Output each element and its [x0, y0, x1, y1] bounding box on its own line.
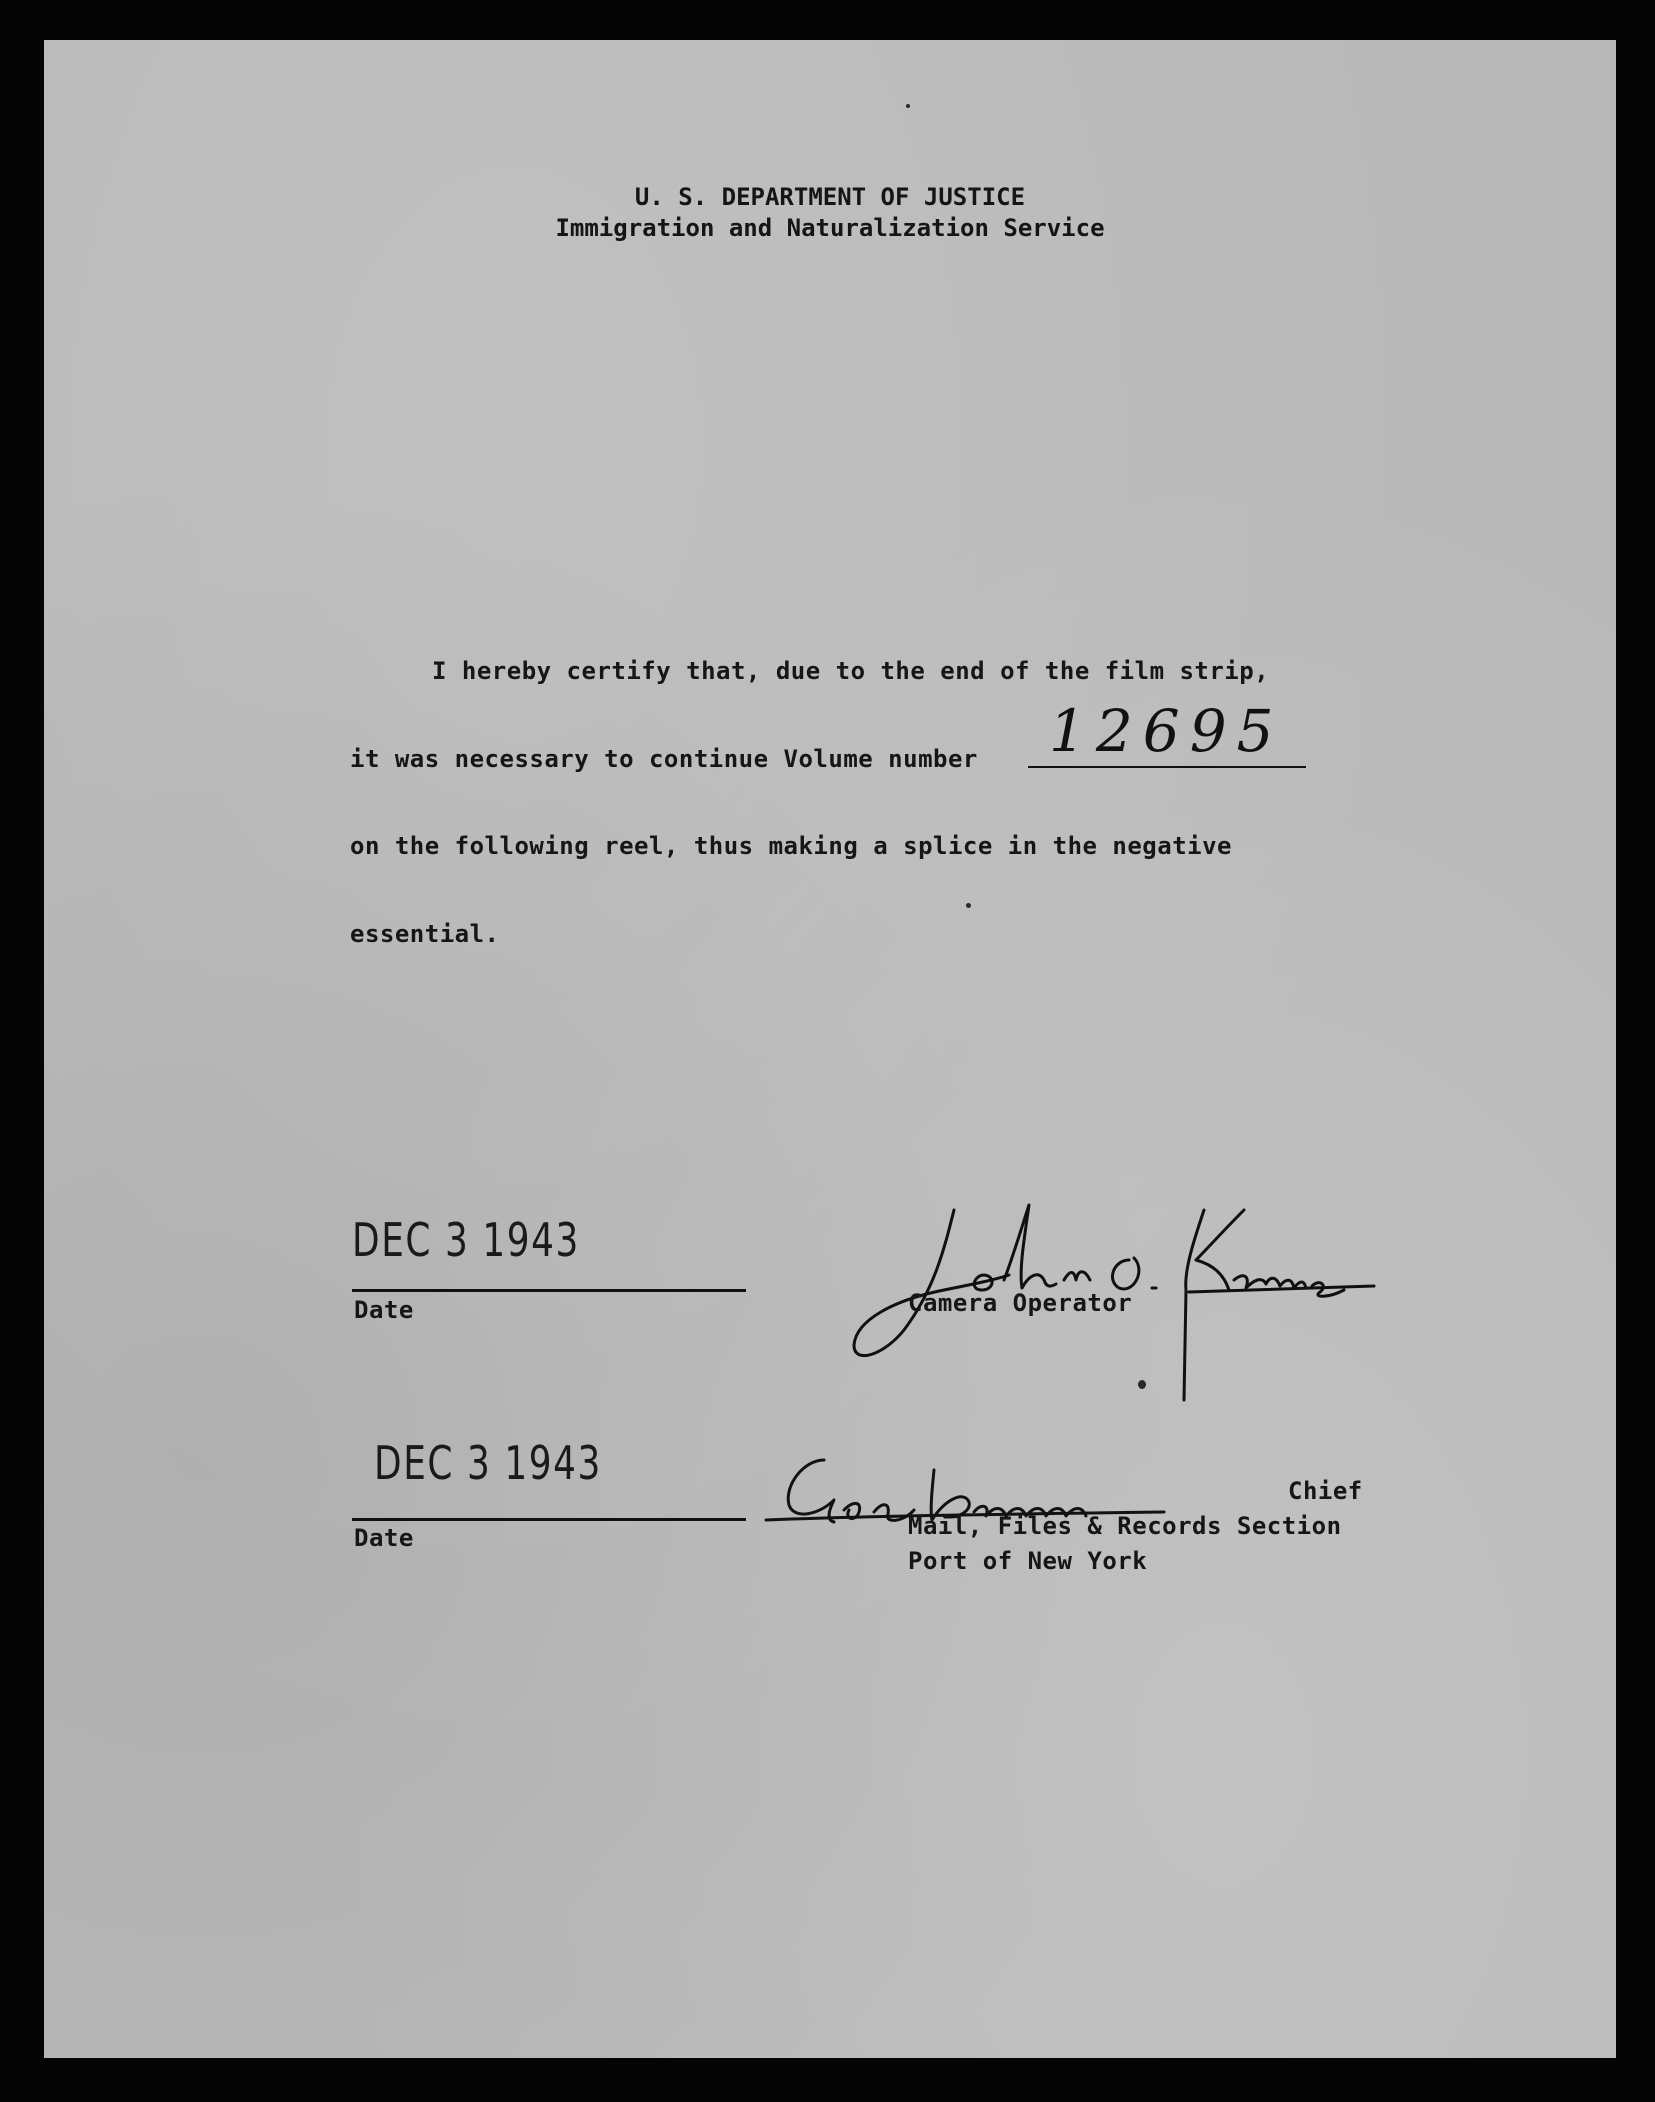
- volume-number-handwritten: 12695: [1049, 697, 1284, 765]
- date-line-2: [352, 1518, 746, 1521]
- certify-line-2: it was necessary to continue Volume number: [350, 745, 978, 773]
- ink-speck: [966, 903, 971, 908]
- date-label-2: Date: [354, 1524, 414, 1552]
- mail-files-records-label: Mail, Files & Records Section: [908, 1512, 1342, 1540]
- date-stamp-2: DEC 3 1943: [374, 1436, 602, 1490]
- service-heading: Immigration and Naturalization Service: [555, 214, 1105, 242]
- port-of-new-york-label: Port of New York: [908, 1547, 1148, 1575]
- certify-line-3: on the following reel, thus making a splice in the negative: [350, 832, 1233, 860]
- date-label-1: Date: [354, 1296, 414, 1324]
- volume-number-underline: [1028, 766, 1306, 768]
- ink-speck: [1138, 1380, 1146, 1389]
- date-line-1: [352, 1289, 746, 1292]
- ink-speck: [906, 104, 910, 108]
- camera-operator-signature: [834, 1180, 1404, 1380]
- certify-line-4: essential.: [350, 920, 500, 948]
- document-page: [44, 40, 1616, 2058]
- certify-line-1: I hereby certify that, due to the end of the film strip,: [432, 657, 1270, 685]
- camera-operator-label: Camera Operator: [908, 1289, 1133, 1317]
- chief-label: Chief: [1288, 1477, 1363, 1505]
- department-heading: U. S. DEPARTMENT OF JUSTICE: [634, 183, 1026, 211]
- date-stamp-1: DEC 3 1943: [352, 1213, 580, 1267]
